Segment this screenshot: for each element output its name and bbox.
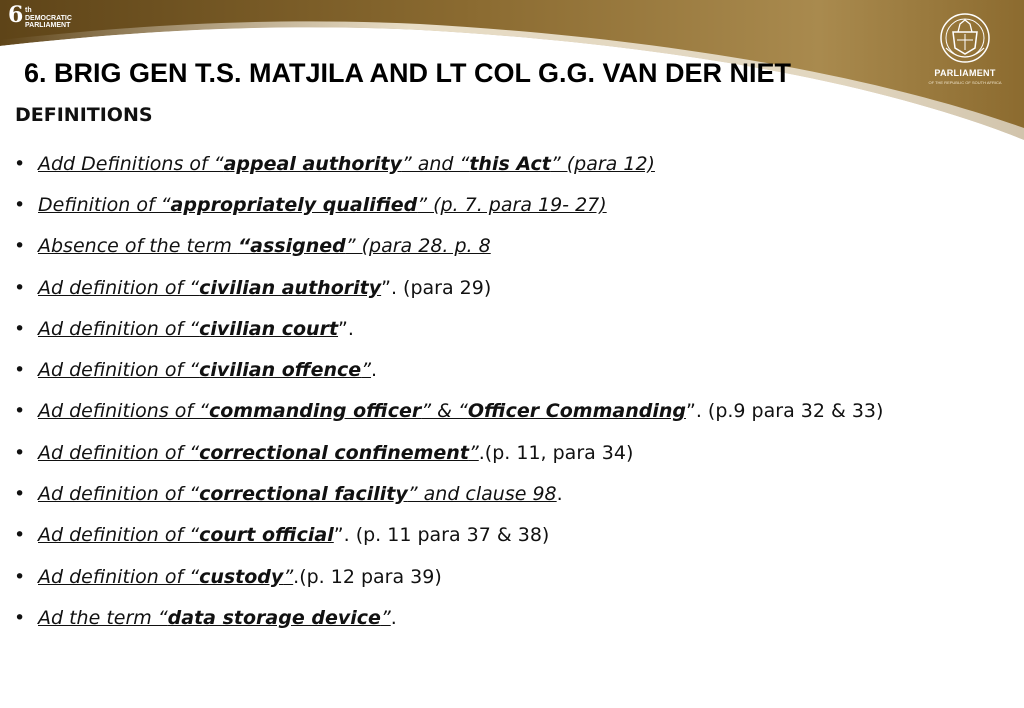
bullet: • [14,276,26,299]
bullet: • [14,152,26,175]
bullet: • [14,193,26,216]
item-term: custody [199,565,284,588]
item-text: . (p. 11 para 37 & 38) [343,524,550,547]
bullet: • [14,565,26,588]
item-text: ” and clause 98 [407,483,557,506]
item-term: commanding officer [208,400,422,423]
bullet: • [14,483,26,506]
item-underlined [38,442,479,464]
item-underlined [38,566,293,588]
list-item [14,556,1004,597]
item-underlined [38,153,655,175]
bullet: • [14,606,26,629]
item-underlined [38,277,381,299]
item-term: correctional facility [199,483,408,506]
item-text: ” [380,606,391,629]
list-item [14,597,1004,638]
item-text: . [371,359,378,382]
item-underlined [38,359,371,381]
item-text: .(p. 11, para 34) [478,441,634,464]
sixth-parliament-logo [8,4,78,30]
item-term: data storage device [167,606,381,629]
item-underlined [38,318,338,340]
item-text: ” (para 28. p. 8 [345,235,491,258]
item-underlined [38,194,607,216]
item-underlined [38,607,391,629]
item-term: this Act [469,152,551,175]
item-term: civilian offence [199,359,362,382]
item-term: “assigned [237,235,346,258]
bullet: • [14,235,26,258]
item-text: Ad definition of “ [38,276,200,299]
bullet: • [14,359,26,382]
item-term: appropriately qualified [170,193,418,216]
item-underlined [38,235,491,257]
item-text: . [347,317,354,340]
item-underlined [38,483,557,505]
item-term: appeal authority [223,152,402,175]
item-text: ” & “ [421,400,468,423]
item-text: Add Definitions of “ [38,152,224,175]
item-text: . (p.9 para 32 & 33) [695,400,884,423]
list-item [14,349,1004,390]
item-text: ” [283,565,294,588]
item-text: ” (p. 7. para 19- 27) [417,193,607,216]
item-text: Ad definition of “ [38,565,200,588]
item-text: . [390,606,397,629]
logo-line2: PARLIAMENT [25,22,71,29]
list-item [14,473,1004,514]
list-item [14,143,1004,184]
item-underlined [38,400,686,422]
list-item [14,226,1004,267]
list-item [14,184,1004,225]
list-item [14,267,1004,308]
section-heading: DEFINITIONS [15,104,153,126]
definitions-list [14,143,1004,639]
item-text: . [556,483,563,506]
item-text: ” [333,524,344,547]
item-text: ” [381,276,391,299]
item-term: court official [199,524,334,547]
item-term: civilian court [199,317,339,340]
slide-title: 6. BRIG GEN T.S. MATJILA AND LT COL G.G. VAN DER NIET [24,58,792,88]
item-term: correctional confinement [199,441,469,464]
list-item [14,391,1004,432]
item-text: Ad definition of “ [38,359,200,382]
item-text: Ad definition of “ [38,317,200,340]
list-item [14,308,1004,349]
item-text: Ad the term “ [38,606,168,629]
item-text: Ad definitions of “ [38,400,209,423]
logo-number: 6 [8,2,24,28]
item-text: ” [338,317,348,340]
bullet: • [14,317,26,340]
item-text: Ad definition of “ [38,441,200,464]
item-text: Absence of the term [38,235,238,258]
parliament-sublabel: OF THE REPUBLIC OF SOUTH AFRICA [928,80,1002,85]
bullet: • [14,441,26,464]
item-term: civilian authority [199,276,382,299]
logo-superscript: th [25,7,32,14]
item-text: ” [685,400,696,423]
list-item [14,432,1004,473]
item-text: ” [468,441,479,464]
item-underlined [38,524,334,546]
item-text: Definition of “ [38,193,171,216]
item-text: .(p. 12 para 39) [293,565,442,588]
item-text: ” and “ [401,152,470,175]
item-text: . (para 29) [390,276,492,299]
parliament-label: PARLIAMENT [934,68,996,78]
logo-line1: DEMOCRATIC [25,14,72,22]
bullet: • [14,400,26,423]
item-text: ” [361,359,372,382]
logo-text [25,7,72,30]
item-text: Ad definition of “ [38,483,200,506]
item-text: ” (para 12) [550,152,655,175]
list-item [14,515,1004,556]
bullet: • [14,524,26,547]
item-text: Ad definition of “ [38,524,200,547]
item-term: Officer Commanding [467,400,686,423]
